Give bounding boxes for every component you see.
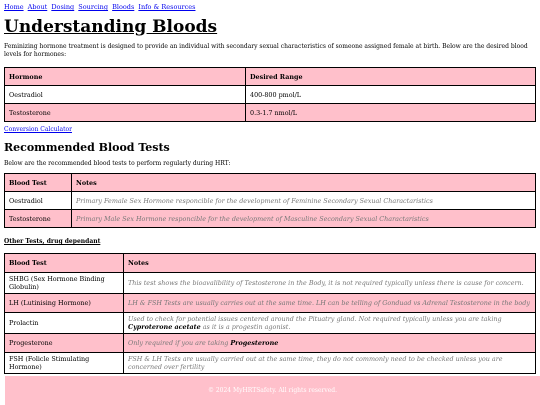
recommended-subtext: Below are the recommended blood tests to perform regularly during HRT:: [4, 160, 231, 167]
recommended-cell-note: Primary Male Sex Hormone responcible for the development of Masculine Secondary Sexual Charactaristics: [72, 210, 536, 228]
note-text: Used to check for potential issues centered around the Pituatry gland. Not required typically unless you are taking: [128, 315, 502, 323]
other-cell-note: FSH & LH Tests are usually carried out at the same time, they do not commonly need to be checked unless you are concerned over fertility: [124, 353, 536, 374]
nav-link-info-resources[interactable]: Info & Resources: [138, 3, 196, 11]
nav-link-dosing[interactable]: Dosing: [51, 3, 75, 11]
other-row: [5, 294, 536, 313]
nav-link-about[interactable]: About: [27, 3, 48, 11]
recommended-row: [5, 192, 536, 210]
other-cell-test: Prolactin: [5, 313, 124, 334]
site-footer: [5, 376, 540, 405]
recommended-header-notes: Notes: [72, 174, 536, 192]
other-row: [5, 353, 536, 374]
intro-text: Feminizing hormone treatment is designed to provide an individual with secondary sexual characteristics of someone assigned female at birth. Below are the desired blood levels for hormones:: [4, 43, 528, 58]
other-header-notes: Notes: [124, 254, 536, 273]
levels-cell-hormone: Testosterone: [5, 104, 246, 122]
recommended-header-row: [5, 174, 536, 192]
recommended-header-test: Blood Test: [5, 174, 72, 192]
recommended-heading: Recommended Blood Tests: [4, 141, 170, 154]
other-cell-test: LH (Lutinising Hormone): [5, 294, 124, 313]
other-header-test: Blood Test: [5, 254, 124, 273]
nav-link-home[interactable]: Home: [4, 3, 24, 11]
levels-header-range: Desired Range: [246, 68, 536, 86]
levels-cell-hormone: Oestradiol: [5, 86, 246, 104]
recommended-cell-test: Oestradiol: [5, 192, 72, 210]
other-header-row: [5, 254, 536, 273]
other-cell-note: This test shows the bioavalibility of Testosterone in the Body, it is not required typically unless there is cause for concern.: [124, 273, 536, 294]
note-text: Only required if you are taking: [128, 339, 231, 347]
top-nav: [4, 3, 536, 11]
page-title: Understanding Bloods: [4, 17, 218, 37]
other-cell-note: [124, 313, 536, 334]
note-text: as it is a progestin agonist.: [200, 323, 291, 331]
levels-header-row: [5, 68, 536, 86]
levels-table: [4, 67, 536, 122]
other-row: [5, 313, 536, 334]
other-row: [5, 334, 536, 353]
recommended-row: [5, 210, 536, 228]
other-cell-test: FSH (Folicle Stimulating Hormone): [5, 353, 124, 374]
footer-copyright: © 2024 MyHRTSafety. All rights reserved.: [207, 387, 338, 394]
levels-row: [5, 86, 536, 104]
levels-cell-range: 0.3-1.7 nmol/L: [246, 104, 536, 122]
note-drug-name: Progesterone: [230, 339, 279, 347]
note-drug-name: Cyproterone acetate: [128, 323, 201, 331]
other-cell-test: SHBG (Sex Hormone Binding Globulin): [5, 273, 124, 294]
nav-link-sourcing[interactable]: Sourcing: [78, 3, 109, 11]
levels-cell-range: 400-800 pmol/L: [246, 86, 536, 104]
recommended-table: [4, 173, 536, 228]
levels-header-hormone: Hormone: [5, 68, 246, 86]
other-cell-test: Progesterone: [5, 334, 124, 353]
other-cell-note: LH & FSH Tests are usually carries out at the same time. LH can be telling of Gonduad vs Adrenal Testosterone in the body: [124, 294, 536, 313]
recommended-cell-test: Testosterone: [5, 210, 72, 228]
other-row: [5, 273, 536, 294]
other-tests-table: [4, 253, 536, 374]
levels-row: [5, 104, 536, 122]
other-cell-note: [124, 334, 536, 353]
conversion-calculator-link[interactable]: Conversion Calculator: [4, 126, 72, 133]
other-tests-heading: Other Tests, drug dependant: [4, 238, 101, 245]
recommended-cell-note: Primary Female Sex Hormone responcible for the development of Feminine Secondary Sexual Charactaristics: [72, 192, 536, 210]
nav-link-bloods[interactable]: Bloods: [112, 3, 135, 11]
